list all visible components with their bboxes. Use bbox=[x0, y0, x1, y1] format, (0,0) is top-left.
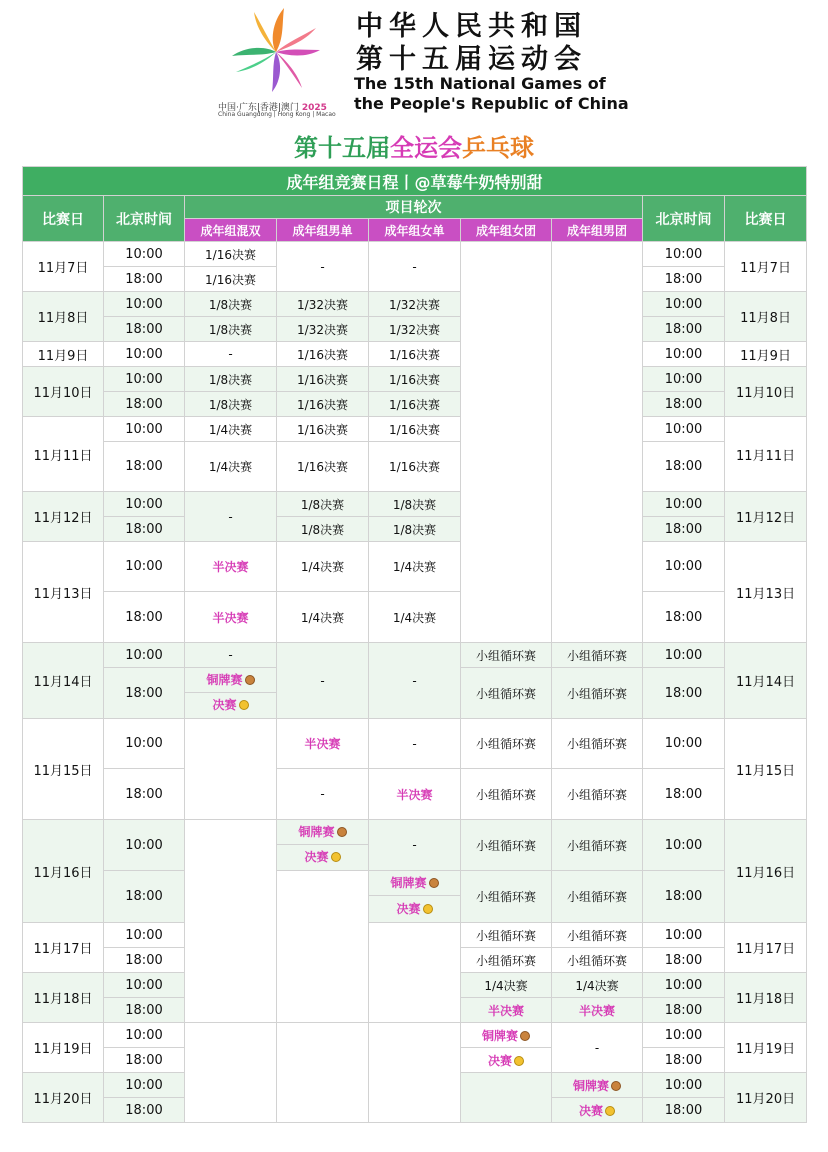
logo-caption-en: China Guangdong | Hong Kong | Macao bbox=[218, 111, 336, 118]
event-cell: 小组循环赛 bbox=[552, 769, 643, 820]
time-cell: 18:00 bbox=[643, 871, 725, 923]
event-cell: 小组循环赛 bbox=[552, 871, 643, 923]
title-cn-line1: 中华人民共和国 bbox=[356, 11, 587, 42]
event-cell: 1/8决赛 bbox=[185, 292, 277, 317]
event-cell-empty bbox=[461, 242, 552, 643]
event-cell-empty bbox=[369, 1023, 461, 1123]
date-cell: 11月18日 bbox=[23, 973, 104, 1023]
event-cell: - bbox=[369, 643, 461, 719]
event-cell-highlight: 铜牌赛 bbox=[461, 1023, 552, 1048]
time-cell: 18:00 bbox=[104, 769, 185, 820]
event-cell: 1/16决赛 bbox=[277, 342, 369, 367]
time-cell: 10:00 bbox=[104, 973, 185, 998]
event-cell: 1/16决赛 bbox=[369, 392, 461, 417]
event-cell: 1/8决赛 bbox=[185, 317, 277, 342]
header-mixed-doubles: 成年组混双 bbox=[185, 219, 277, 242]
time-cell: 10:00 bbox=[643, 342, 725, 367]
date-cell: 11月18日 bbox=[725, 973, 807, 1023]
time-cell: 10:00 bbox=[104, 643, 185, 668]
final-match-label: 决赛 bbox=[185, 693, 276, 718]
date-cell: 11月20日 bbox=[725, 1073, 807, 1123]
subtitle-part2: 全运会 bbox=[390, 134, 462, 162]
event-cell: 1/8决赛 bbox=[185, 392, 277, 417]
time-cell: 18:00 bbox=[643, 442, 725, 492]
event-cell: 1/32决赛 bbox=[277, 317, 369, 342]
event-cell: 小组循环赛 bbox=[552, 820, 643, 871]
event-cell-highlight: 决赛 bbox=[461, 1048, 552, 1073]
event-cell: 小组循环赛 bbox=[461, 643, 552, 668]
date-cell: 11月20日 bbox=[23, 1073, 104, 1123]
bronze-medal-icon bbox=[611, 1081, 621, 1091]
logo-year: 2025 bbox=[301, 103, 327, 113]
event-cell: 小组循环赛 bbox=[552, 643, 643, 668]
event-cell-highlight: 半决赛 bbox=[185, 592, 277, 643]
time-cell: 18:00 bbox=[104, 871, 185, 923]
time-cell: 10:00 bbox=[643, 242, 725, 267]
event-cell-highlight: 半决赛 bbox=[369, 769, 461, 820]
schedule-table-wrapper bbox=[22, 166, 806, 1123]
event-cell: 1/4决赛 bbox=[185, 417, 277, 442]
bronze-match-label: 铜牌赛 bbox=[185, 668, 276, 693]
event-cell: 1/8决赛 bbox=[277, 492, 369, 517]
event-cell: - bbox=[277, 242, 369, 292]
time-cell: 18:00 bbox=[104, 668, 185, 719]
time-cell: 10:00 bbox=[104, 492, 185, 517]
date-cell: 11月19日 bbox=[23, 1023, 104, 1073]
event-cell: - bbox=[277, 643, 369, 719]
time-cell: 18:00 bbox=[104, 998, 185, 1023]
event-cell: 1/16决赛 bbox=[277, 392, 369, 417]
schedule-table bbox=[22, 166, 807, 1123]
event-cell: 1/4决赛 bbox=[552, 973, 643, 998]
event-cell-highlight: 半决赛 bbox=[461, 998, 552, 1023]
title-cn-line2: 第十五届运动会 bbox=[356, 44, 587, 75]
final-match-label: 决赛 bbox=[277, 845, 368, 870]
event-cell: 小组循环赛 bbox=[552, 668, 643, 719]
event-cell: - bbox=[185, 643, 277, 668]
event-cell: - bbox=[369, 820, 461, 871]
time-cell: 18:00 bbox=[104, 1048, 185, 1073]
bronze-medal-icon bbox=[520, 1031, 530, 1041]
event-cell-empty bbox=[277, 871, 369, 1023]
time-cell: 10:00 bbox=[643, 973, 725, 998]
subtitle-part1: 第十五届 bbox=[294, 134, 390, 162]
event-cell-highlight: 铜牌赛 bbox=[552, 1073, 643, 1098]
event-cell: 1/16决赛 bbox=[277, 442, 369, 492]
header-womens-singles: 成年组女单 bbox=[369, 219, 461, 242]
date-cell: 11月12日 bbox=[725, 492, 807, 542]
time-cell: 10:00 bbox=[104, 367, 185, 392]
event-cell: 1/16决赛 bbox=[185, 242, 277, 267]
event-cell: 1/4决赛 bbox=[277, 542, 369, 592]
date-cell: 11月16日 bbox=[23, 820, 104, 923]
event-cell: 1/4决赛 bbox=[369, 592, 461, 643]
time-cell: 18:00 bbox=[643, 592, 725, 643]
date-cell: 11月19日 bbox=[725, 1023, 807, 1073]
event-cell-highlight: 半决赛 bbox=[552, 998, 643, 1023]
date-cell: 11月17日 bbox=[23, 923, 104, 973]
event-cell-empty bbox=[185, 719, 277, 820]
header-date-right: 比赛日 bbox=[725, 196, 807, 242]
event-cell-empty bbox=[369, 923, 461, 1023]
title-en-line1: The 15th National Games of bbox=[354, 74, 606, 93]
time-cell: 10:00 bbox=[104, 1023, 185, 1048]
date-cell: 11月12日 bbox=[23, 492, 104, 542]
event-cell: 小组循环赛 bbox=[461, 769, 552, 820]
event-cell: 1/16决赛 bbox=[369, 342, 461, 367]
gold-medal-icon bbox=[239, 700, 249, 710]
date-cell: 11月17日 bbox=[725, 923, 807, 973]
event-cell: 小组循环赛 bbox=[461, 719, 552, 769]
header-date-left: 比赛日 bbox=[23, 196, 104, 242]
event-cell: 1/16决赛 bbox=[369, 442, 461, 492]
time-cell: 10:00 bbox=[643, 292, 725, 317]
time-cell: 10:00 bbox=[104, 820, 185, 871]
event-cell: 小组循环赛 bbox=[552, 719, 643, 769]
time-cell: 18:00 bbox=[104, 592, 185, 643]
event-cell: 1/8决赛 bbox=[277, 517, 369, 542]
time-cell: 18:00 bbox=[643, 1098, 725, 1123]
date-cell: 11月11日 bbox=[725, 417, 807, 492]
event-cell: - bbox=[369, 719, 461, 769]
event-cell-empty bbox=[552, 242, 643, 643]
event-cell: 小组循环赛 bbox=[461, 820, 552, 871]
logo-caption: 中国·广东|香港|澳门 2025 bbox=[218, 103, 327, 113]
time-cell: 10:00 bbox=[104, 242, 185, 267]
date-cell: 11月8日 bbox=[23, 292, 104, 342]
time-cell: 10:00 bbox=[643, 367, 725, 392]
event-cell-empty bbox=[461, 1073, 552, 1123]
time-cell: 10:00 bbox=[643, 923, 725, 948]
event-cell-empty bbox=[185, 1023, 277, 1123]
event-cell: 1/4决赛 bbox=[369, 542, 461, 592]
time-cell: 18:00 bbox=[643, 948, 725, 973]
event-cell-medal bbox=[277, 820, 369, 871]
bronze-medal-icon bbox=[245, 675, 255, 685]
event-cell: 1/32决赛 bbox=[369, 292, 461, 317]
time-cell: 18:00 bbox=[643, 1048, 725, 1073]
time-cell: 10:00 bbox=[643, 542, 725, 592]
event-cell-highlight: 半决赛 bbox=[185, 542, 277, 592]
date-cell: 11月15日 bbox=[725, 719, 807, 820]
date-cell: 11月7日 bbox=[725, 242, 807, 292]
time-cell: 18:00 bbox=[104, 517, 185, 542]
time-cell: 10:00 bbox=[643, 417, 725, 442]
event-cell: 1/16决赛 bbox=[277, 417, 369, 442]
time-cell: 10:00 bbox=[643, 719, 725, 769]
bronze-medal-icon bbox=[337, 827, 347, 837]
event-cell: 1/16决赛 bbox=[369, 367, 461, 392]
time-cell: 18:00 bbox=[643, 517, 725, 542]
event-cell: 1/8决赛 bbox=[185, 367, 277, 392]
event-cell-medal bbox=[185, 668, 277, 719]
title-en-line2: the People's Republic of China bbox=[354, 94, 629, 113]
time-cell: 18:00 bbox=[104, 948, 185, 973]
date-cell: 11月14日 bbox=[23, 643, 104, 719]
time-cell: 18:00 bbox=[104, 392, 185, 417]
header-time-right: 北京时间 bbox=[643, 196, 725, 242]
event-subtitle bbox=[0, 128, 828, 163]
date-cell: 11月11日 bbox=[23, 417, 104, 492]
event-cell: 1/16决赛 bbox=[185, 267, 277, 292]
event-cell: 1/4决赛 bbox=[185, 442, 277, 492]
event-cell-empty bbox=[277, 1023, 369, 1123]
header-event-group: 项目轮次 bbox=[185, 196, 643, 219]
bronze-match-label: 铜牌赛 bbox=[277, 820, 368, 845]
event-cell-medal bbox=[369, 871, 461, 923]
date-cell: 11月15日 bbox=[23, 719, 104, 820]
event-cell: 1/16决赛 bbox=[277, 367, 369, 392]
time-cell: 18:00 bbox=[643, 668, 725, 719]
time-cell: 10:00 bbox=[104, 417, 185, 442]
event-cell: 小组循环赛 bbox=[461, 923, 552, 948]
time-cell: 10:00 bbox=[643, 492, 725, 517]
event-cell: 小组循环赛 bbox=[461, 668, 552, 719]
event-cell: - bbox=[185, 342, 277, 367]
time-cell: 10:00 bbox=[104, 1073, 185, 1098]
time-cell: 18:00 bbox=[104, 442, 185, 492]
date-cell: 11月9日 bbox=[23, 342, 104, 367]
date-cell: 11月16日 bbox=[725, 820, 807, 923]
event-cell: 1/16决赛 bbox=[369, 417, 461, 442]
header-mens-singles: 成年组男单 bbox=[277, 219, 369, 242]
gold-medal-icon bbox=[423, 904, 433, 914]
event-cell: 小组循环赛 bbox=[552, 948, 643, 973]
time-cell: 10:00 bbox=[643, 1023, 725, 1048]
gold-medal-icon bbox=[331, 852, 341, 862]
time-cell: 10:00 bbox=[104, 292, 185, 317]
games-logo bbox=[222, 2, 330, 94]
bronze-medal-icon bbox=[429, 878, 439, 888]
date-cell: 11月13日 bbox=[23, 542, 104, 643]
event-cell: 1/32决赛 bbox=[369, 317, 461, 342]
header-time-left: 北京时间 bbox=[104, 196, 185, 242]
gold-medal-icon bbox=[605, 1106, 615, 1116]
date-cell: 11月13日 bbox=[725, 542, 807, 643]
subtitle-part3: 乒乓球 bbox=[462, 134, 534, 162]
time-cell: 18:00 bbox=[104, 317, 185, 342]
time-cell: 10:00 bbox=[643, 1073, 725, 1098]
time-cell: 10:00 bbox=[104, 342, 185, 367]
event-cell: 小组循环赛 bbox=[552, 923, 643, 948]
time-cell: 18:00 bbox=[643, 998, 725, 1023]
header-womens-team: 成年组女团 bbox=[461, 219, 552, 242]
gold-medal-icon bbox=[514, 1056, 524, 1066]
final-match-label: 决赛 bbox=[369, 896, 460, 922]
time-cell: 18:00 bbox=[643, 769, 725, 820]
event-cell: 小组循环赛 bbox=[461, 948, 552, 973]
event-cell: 1/8决赛 bbox=[369, 492, 461, 517]
event-cell: 1/4决赛 bbox=[461, 973, 552, 998]
time-cell: 10:00 bbox=[104, 719, 185, 769]
time-cell: 10:00 bbox=[643, 643, 725, 668]
time-cell: 18:00 bbox=[643, 392, 725, 417]
time-cell: 18:00 bbox=[643, 267, 725, 292]
date-cell: 11月8日 bbox=[725, 292, 807, 342]
event-cell: 1/32决赛 bbox=[277, 292, 369, 317]
event-cell: 1/4决赛 bbox=[277, 592, 369, 643]
time-cell: 18:00 bbox=[104, 1098, 185, 1123]
event-cell: - bbox=[552, 1023, 643, 1073]
event-cell: - bbox=[185, 492, 277, 542]
time-cell: 10:00 bbox=[104, 542, 185, 592]
date-cell: 11月9日 bbox=[725, 342, 807, 367]
date-cell: 11月10日 bbox=[23, 367, 104, 417]
time-cell: 18:00 bbox=[643, 317, 725, 342]
time-cell: 10:00 bbox=[104, 923, 185, 948]
event-cell: - bbox=[369, 242, 461, 292]
event-cell: 小组循环赛 bbox=[461, 871, 552, 923]
time-cell: 10:00 bbox=[643, 820, 725, 871]
table-caption: 成年组竞赛日程丨@草莓牛奶特别甜 bbox=[23, 167, 807, 196]
header-mens-team: 成年组男团 bbox=[552, 219, 643, 242]
event-cell-empty bbox=[185, 820, 277, 1023]
event-cell: 1/8决赛 bbox=[369, 517, 461, 542]
bronze-match-label: 铜牌赛 bbox=[369, 871, 460, 896]
event-cell-highlight: 决赛 bbox=[552, 1098, 643, 1123]
event-cell: - bbox=[277, 769, 369, 820]
date-cell: 11月10日 bbox=[725, 367, 807, 417]
date-cell: 11月7日 bbox=[23, 242, 104, 292]
time-cell: 18:00 bbox=[104, 267, 185, 292]
event-cell-highlight: 半决赛 bbox=[277, 719, 369, 769]
date-cell: 11月14日 bbox=[725, 643, 807, 719]
